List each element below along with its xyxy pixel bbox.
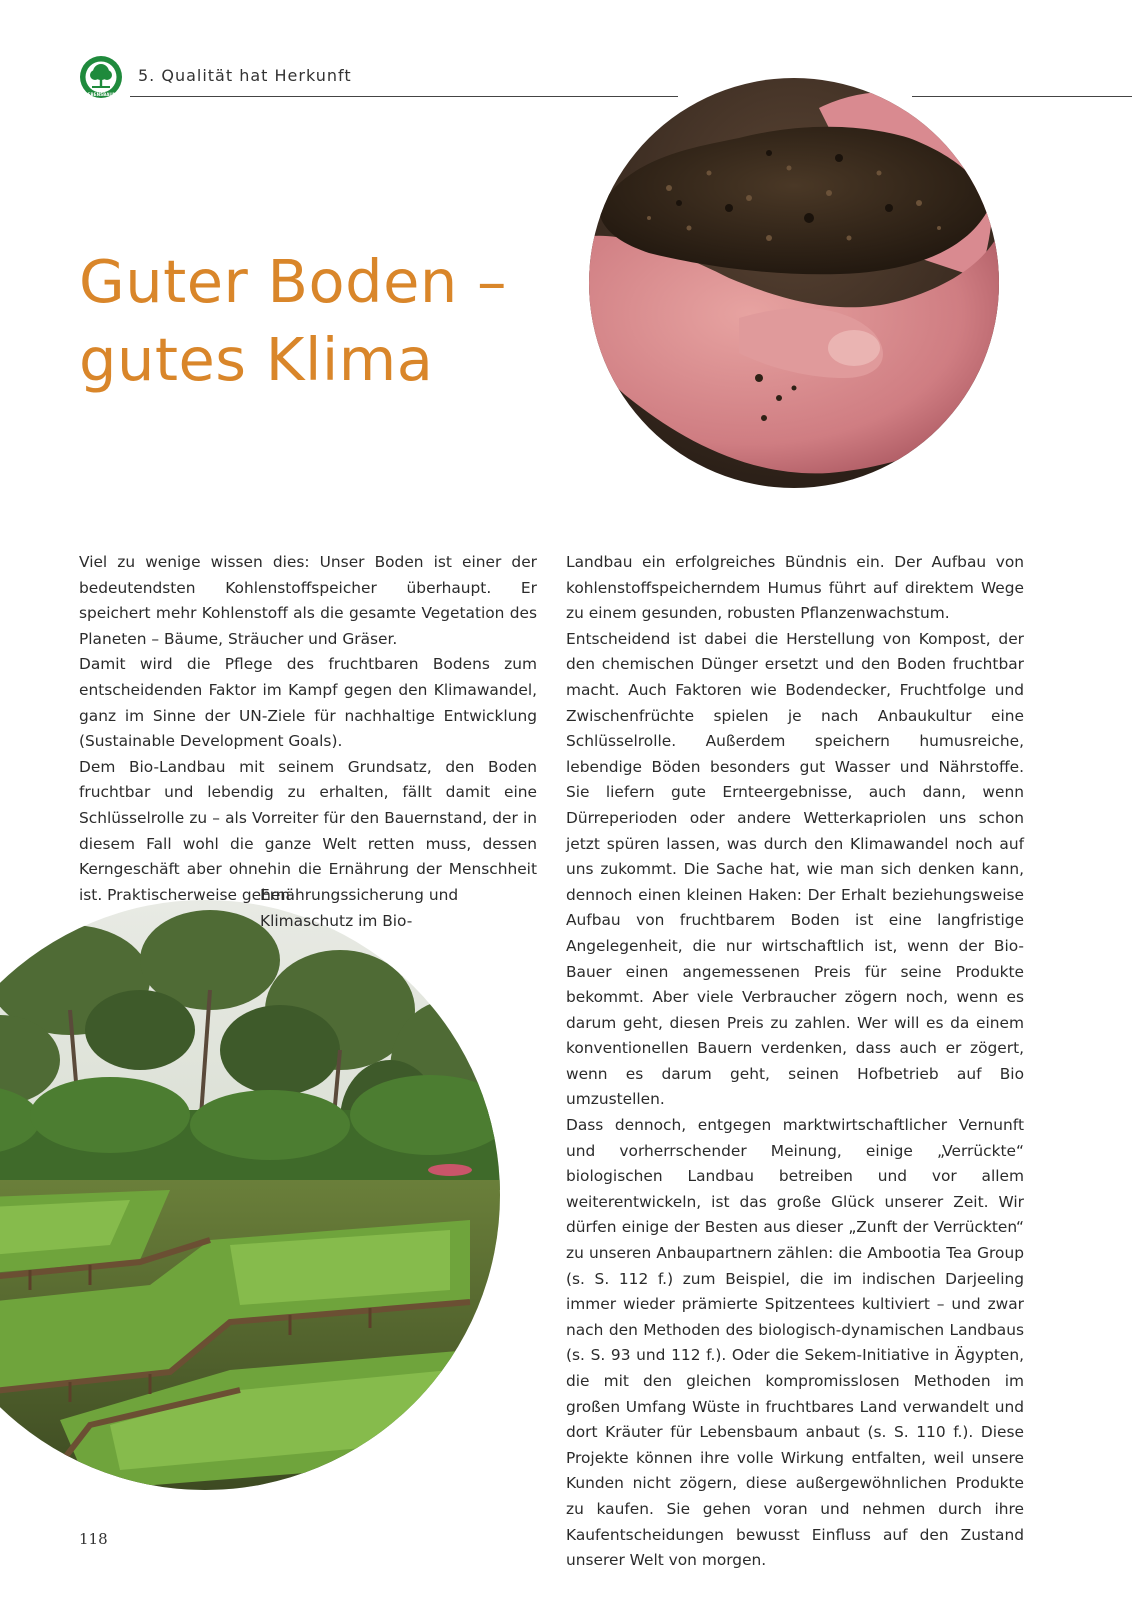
paragraph: Dem Bio-Landbau mit seinem Grundsatz, den Boden fruchtbar und lebendig zu erhalten, fällt damit eine Schlüsselrolle zu – als Vorreiter für den Bauernstand, der in diesem Fall wohl die ganze Welt retten muss, dessen Kerngeschäft aber ohnehin die Ernährung der Menschheit ist. Praktischerweise gehen bbox=[79, 757, 537, 904]
page-title bbox=[79, 243, 507, 399]
logo-text: LEBENSBAUM bbox=[85, 92, 117, 97]
page-number: 118 bbox=[79, 1530, 108, 1548]
paragraph: Viel zu wenige wissen dies: Unser Boden ist einer der bedeutendsten Kohlenstoffspeicher überhaupt. Er speichert mehr Kohlenstoff als die gesamte Vegetation des Planeten – Bäume, Sträucher und Gräser. bbox=[79, 553, 537, 648]
title-line-2: gutes Klima bbox=[79, 325, 434, 394]
tail-line: Ernährungssicherung und bbox=[260, 886, 459, 904]
lebensbaum-logo-icon bbox=[79, 55, 123, 99]
hands-holding-soil-photo bbox=[589, 78, 999, 488]
article-column-1 bbox=[79, 550, 537, 908]
article-column-2 bbox=[566, 550, 1024, 1574]
section-label: 5. Qualität hat Herkunft bbox=[138, 66, 352, 85]
title-line-1: Guter Boden – bbox=[79, 247, 508, 316]
paragraph: Damit wird die Pflege des fruchtbaren Bodens zum entscheidenden Faktor im Kampf gegen den Klimawandel, ganz im Sinne der UN-Ziele für nachhaltige Entwicklung (Sustainable Development Goals). bbox=[79, 655, 537, 751]
paragraph: Landbau ein erfolgreiches Bündnis ein. Der Aufbau von kohlenstoffspeicherndem Humus führt auf direktem Wege zu einem gesunden, robusten Pflanzenwachstum. bbox=[566, 553, 1024, 623]
article-column-1-tail bbox=[260, 883, 537, 934]
paragraph: Entscheidend ist dabei die Herstellung von Kompost, der den chemischen Dünger ersetzt und den Boden fruchtbar macht. Auch Faktoren wie Bodendecker, Fruchtfolge und Zwischenfrüchte spielen je nach Anbaukultur eine Schlüsselrolle. Außerdem speichern humusreiche, lebendige Böden besonders gut Wasser und Nährstoffe. Sie liefern gute Ernteergebnisse, auch dann, wenn Dürreperioden oder andere Wetterkapriolen uns schon jetzt spüren lassen, was durch den Klimawandel noch auf uns zukommt. Die Sache hat, wie man sich denken kann, dennoch einen kleinen Haken: Der Erhalt beziehungsweise Aufbau von fruchtbarem Boden ist eine langfristige Angelegenheit, die nur wirtschaftlich ist, wenn der Bio-Bauer einen angemessenen Preis für seine Produkte bekommt. Aber viele Verbraucher zögern noch, wenn es darum geht, diesen Preis zu zahlen. Wer will es da einem konventionellen Bauern verdenken, dass auch er zögert, wenn es darum geht, seinen Hofbetrieb auf Bio umzustellen. bbox=[566, 629, 1024, 1109]
paragraph: Dass dennoch, entgegen marktwirtschaftlicher Vernunft und vorherrschender Meinung, einige „Verrückte“ biologischen Landbau betreiben und vor allem weiterentwickeln, ist das große Glück unserer Zeit. Wir dürfen einige der Besten aus dieser „Zunft der Verrückten“ zu unseren Anbaupartnern zählen: die Ambootia Tea Group (s. S. 112 f.) zum Beispiel, die im indischen Darjeeling immer wieder prämierte Spitzentees kultiviert – und zwar nach den Methoden des biologisch-dynamischen Landbaus (s. S. 93 und 112 f.). Oder die Sekem-Initiative in Ägypten, die mit den gleichen kompromisslosen Methoden im großen Umfang Wüste in fruchtbares Land verwandelt und dort Kräuter für Lebensbaum anbaut (s. S. 110 f.). Diese Projekte können ihre volle Wirkung entfalten, weil unsere Kunden nicht zögern, diese außergewöhnlichen Produkte zu kaufen. Sie gehen voran und nehmen durch ihre Kaufentscheidungen bewusst Einfluss auf den Zustand unserer Welt von morgen. bbox=[566, 1116, 1024, 1570]
tail-line: Klimaschutz im Bio- bbox=[260, 911, 413, 930]
tea-nursery-photo bbox=[0, 900, 500, 1490]
